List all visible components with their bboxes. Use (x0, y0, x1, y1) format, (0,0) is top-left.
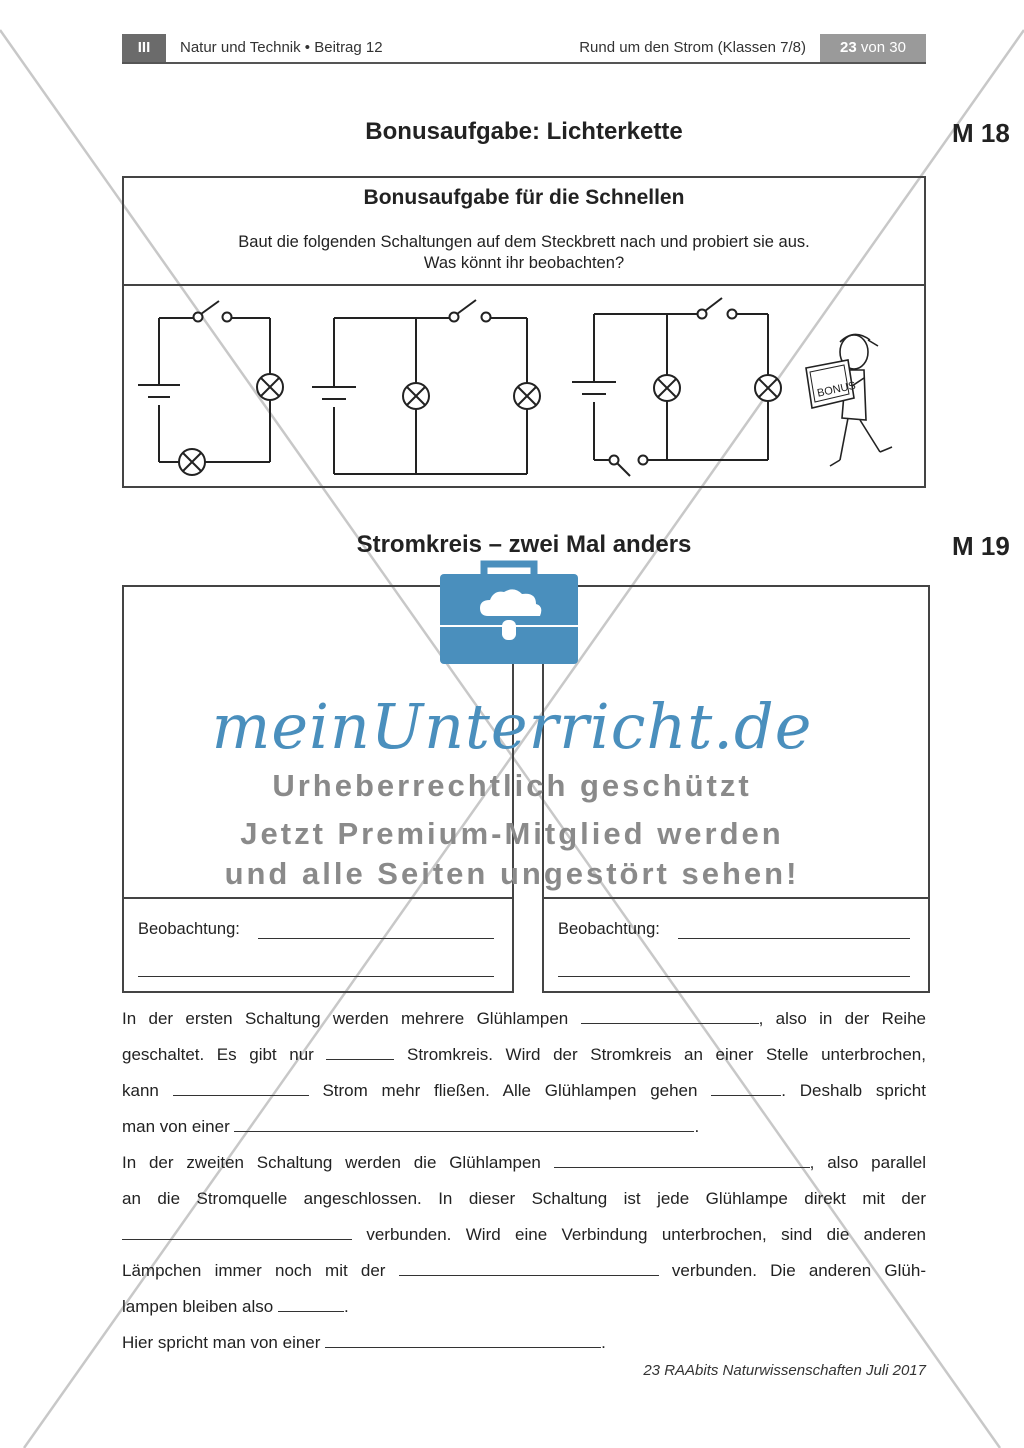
circuit-parallel-switches (572, 298, 781, 476)
text-l3b: Strom mehr fließen. Alle Glühlampen gehen (322, 1081, 698, 1100)
text-l3c: . Deshalb spricht (781, 1081, 926, 1100)
circuit-series (138, 301, 283, 475)
watermark-line-2: Jetzt Premium-Mitglied werden (240, 816, 784, 851)
text-line-3 (122, 1079, 926, 1103)
blank-6 (554, 1151, 810, 1168)
blank-5 (234, 1115, 694, 1132)
blank-4 (711, 1079, 781, 1096)
m19-title: Stromkreis – zwei Mal anders (356, 531, 692, 558)
blank-2 (326, 1043, 394, 1060)
bonus-sign-text: BONUS (816, 379, 857, 400)
observation-line-right-1 (678, 924, 910, 939)
bonus-instruction (122, 232, 926, 274)
text-l2a: geschaltet. Es gibt nur (122, 1045, 314, 1064)
text-l1b: , also in der Reihe (758, 1009, 926, 1028)
m18-title: Bonusaufgabe: Lichterkette (365, 118, 683, 145)
circuit-parallel (312, 300, 540, 474)
text-l7b: verbunden. Wird eine Verbindung unterbrochen, sind die anderen (366, 1225, 926, 1244)
text-line-5 (122, 1151, 926, 1175)
text-l10a: Hier spricht man von einer (122, 1333, 321, 1352)
text-l8a: Lämpchen immer noch mit der (122, 1261, 386, 1280)
blank-8 (399, 1259, 659, 1276)
observation-label-left: Beobachtung: (138, 920, 240, 938)
volume-badge: III (122, 34, 166, 62)
text-l4a: man von einer (122, 1117, 230, 1136)
text-l8b: verbunden. Die anderen Glüh- (671, 1261, 927, 1280)
text-line-9 (122, 1295, 926, 1319)
blank-1 (581, 1007, 759, 1024)
header-rule (122, 62, 926, 64)
header-subject: Natur und Technik • Beitrag 12 (180, 39, 383, 56)
text-l10b: . (601, 1333, 606, 1352)
bonus-box-divider (122, 284, 926, 286)
text-l1a: In der ersten Schaltung werden mehrere Glühlampen (122, 1009, 569, 1028)
briefcase-logo-icon (440, 560, 578, 666)
bonus-figure (806, 334, 892, 466)
text-l3a: kann (122, 1081, 159, 1100)
panel-right-divider (542, 897, 930, 899)
text-line-6 (122, 1187, 926, 1211)
m18-label: M 18 (952, 118, 1010, 148)
observation-line-left-2 (138, 962, 494, 977)
text-l9a: lampen bleiben also (122, 1297, 274, 1316)
blank-3 (173, 1079, 309, 1096)
blank-10 (325, 1331, 601, 1348)
instruction-line-2: Was könnt ihr beobachten? (423, 254, 625, 272)
circuit-diagrams (124, 290, 924, 485)
observation-line-left-1 (258, 924, 494, 939)
panel-left-divider (122, 897, 514, 899)
header-topic: Rund um den Strom (Klassen 7/8) (579, 39, 806, 56)
text-line-1 (122, 1007, 926, 1031)
observation-line-right-2 (558, 962, 910, 977)
footer-source: 23 RAAbits Naturwissenschaften Juli 2017 (643, 1362, 926, 1379)
bonus-box-title: Bonusaufgabe für die Schnellen (363, 186, 685, 209)
watermark-line-3: und alle Seiten ungestört sehen! (224, 856, 800, 891)
text-l2b: Stromkreis. Wird der Stromkreis an einer Stelle unterbrochen, (407, 1045, 926, 1064)
page-total: von 30 (860, 39, 906, 56)
text-l9b: . (343, 1297, 349, 1316)
text-l5b: , also parallel (809, 1153, 926, 1172)
m19-label: M 19 (952, 531, 1010, 561)
text-l6: an die Stromquelle angeschlossen. In dieser Schaltung ist jede Glühlampe direkt mit der (122, 1189, 926, 1208)
page-current: 23 (840, 39, 857, 56)
text-l5a: In der zweiten Schaltung werden die Glühlampen (122, 1153, 541, 1172)
text-line-2 (122, 1043, 926, 1067)
text-line-10 (122, 1331, 926, 1355)
instruction-line-1: Baut die folgenden Schaltungen auf dem Steckbrett nach und probiert sie aus. (238, 233, 810, 251)
text-line-4 (122, 1115, 926, 1139)
text-l4b: . (694, 1117, 700, 1136)
blank-7 (122, 1223, 352, 1240)
blank-9 (278, 1295, 344, 1312)
text-line-8 (122, 1259, 926, 1283)
observation-label-right: Beobachtung: (558, 920, 660, 938)
watermark-brand: meinUnterricht.de (211, 690, 813, 763)
text-line-7 (122, 1223, 926, 1247)
page-indicator (820, 34, 926, 62)
watermark-line-1: Urheberrechtlich geschützt (272, 768, 752, 803)
